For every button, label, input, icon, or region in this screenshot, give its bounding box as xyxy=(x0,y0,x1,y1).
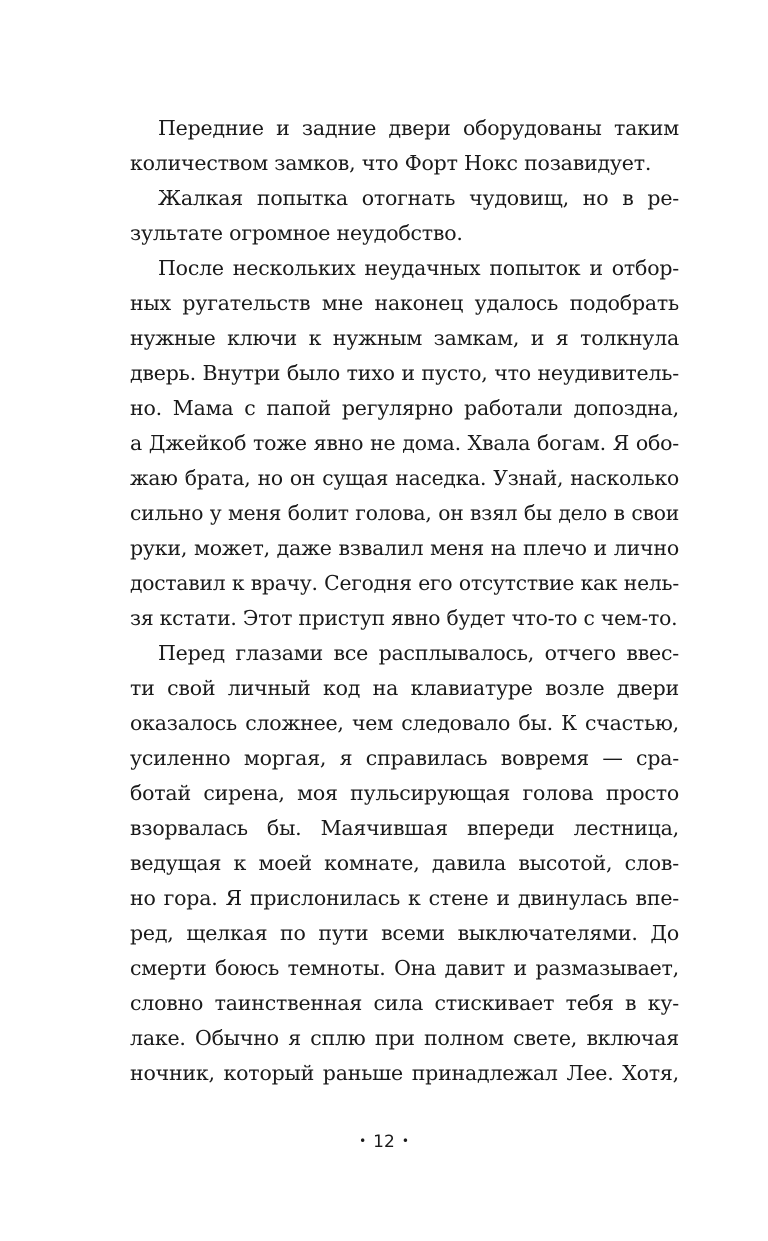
bullet-right-icon: • xyxy=(401,1134,409,1148)
text-line: доставил к врачу. Сегодня его отсутствие как нель- xyxy=(130,571,679,595)
text-line: количеством замков, что Форт Нокс позавидует. xyxy=(130,151,652,175)
text-line: взорвалась бы. Маячившая впереди лестница, xyxy=(130,816,679,840)
paragraph-2 xyxy=(130,181,679,251)
text-line: зультате огромное неудобство. xyxy=(130,221,463,245)
text-line: После нескольких неудачных попыток и отбор- xyxy=(158,256,679,280)
text-line: но гора. Я прислонилась к стене и двинулась впе- xyxy=(130,886,679,910)
text-line: ночник, который раньше принадлежал Лее. Хотя, xyxy=(130,1061,679,1085)
bullet-left-icon: • xyxy=(359,1134,367,1148)
text-line: руки, может, даже взвалил меня на плечо и лично xyxy=(130,536,679,560)
text-line: зя кстати. Этот приступ явно будет что-то с чем-то. xyxy=(130,606,678,630)
text-line: смерти боюсь темноты. Она давит и размазывает, xyxy=(130,956,679,980)
text-line: жаю брата, но он сущая наседка. Узнай, насколько xyxy=(130,466,679,490)
text-line: ных ругательств мне наконец удалось подобрать xyxy=(130,291,679,315)
text-line: сильно у меня болит голова, он взял бы дело в свои xyxy=(130,501,679,525)
text-line: дверь. Внутри было тихо и пусто, что неудивитель- xyxy=(130,361,679,385)
text-line: но. Мама с папой регулярно работали допоздна, xyxy=(130,396,679,420)
text-line: ведущая к моей комнате, давила высотой, слов- xyxy=(130,851,679,875)
paragraph-4 xyxy=(130,636,679,1091)
text-line: Жалкая попытка отогнать чудовищ, но в ре- xyxy=(158,186,679,210)
page-number-footer xyxy=(0,1132,768,1152)
text-line: усиленно моргая, я справилась вовремя — сра- xyxy=(130,746,679,770)
text-line: а Джейкоб тоже явно не дома. Хвала богам. Я обо- xyxy=(130,431,679,455)
page-number: 12 xyxy=(373,1132,395,1152)
text-line: лаке. Обычно я сплю при полном свете, включая xyxy=(130,1026,679,1050)
text-line: ти свой личный код на клавиатуре возле двери xyxy=(130,676,679,700)
text-line: ботай сирена, моя пульсирующая голова просто xyxy=(130,781,679,805)
paragraph-1 xyxy=(130,111,679,181)
text-line: ред, щелкая по пути всеми выключателями. До xyxy=(130,921,679,945)
text-line: Передние и задние двери оборудованы таким xyxy=(158,116,679,140)
text-line: оказалось сложнее, чем следовало бы. К счастью, xyxy=(130,711,679,735)
text-line: Перед глазами все расплывалось, отчего ввес- xyxy=(158,641,679,665)
paragraph-3 xyxy=(130,251,679,636)
page-body xyxy=(130,111,679,1091)
text-line: нужные ключи к нужным замкам, и я толкнула xyxy=(130,326,679,350)
text-line: словно таинственная сила стискивает тебя в ку- xyxy=(130,991,679,1015)
